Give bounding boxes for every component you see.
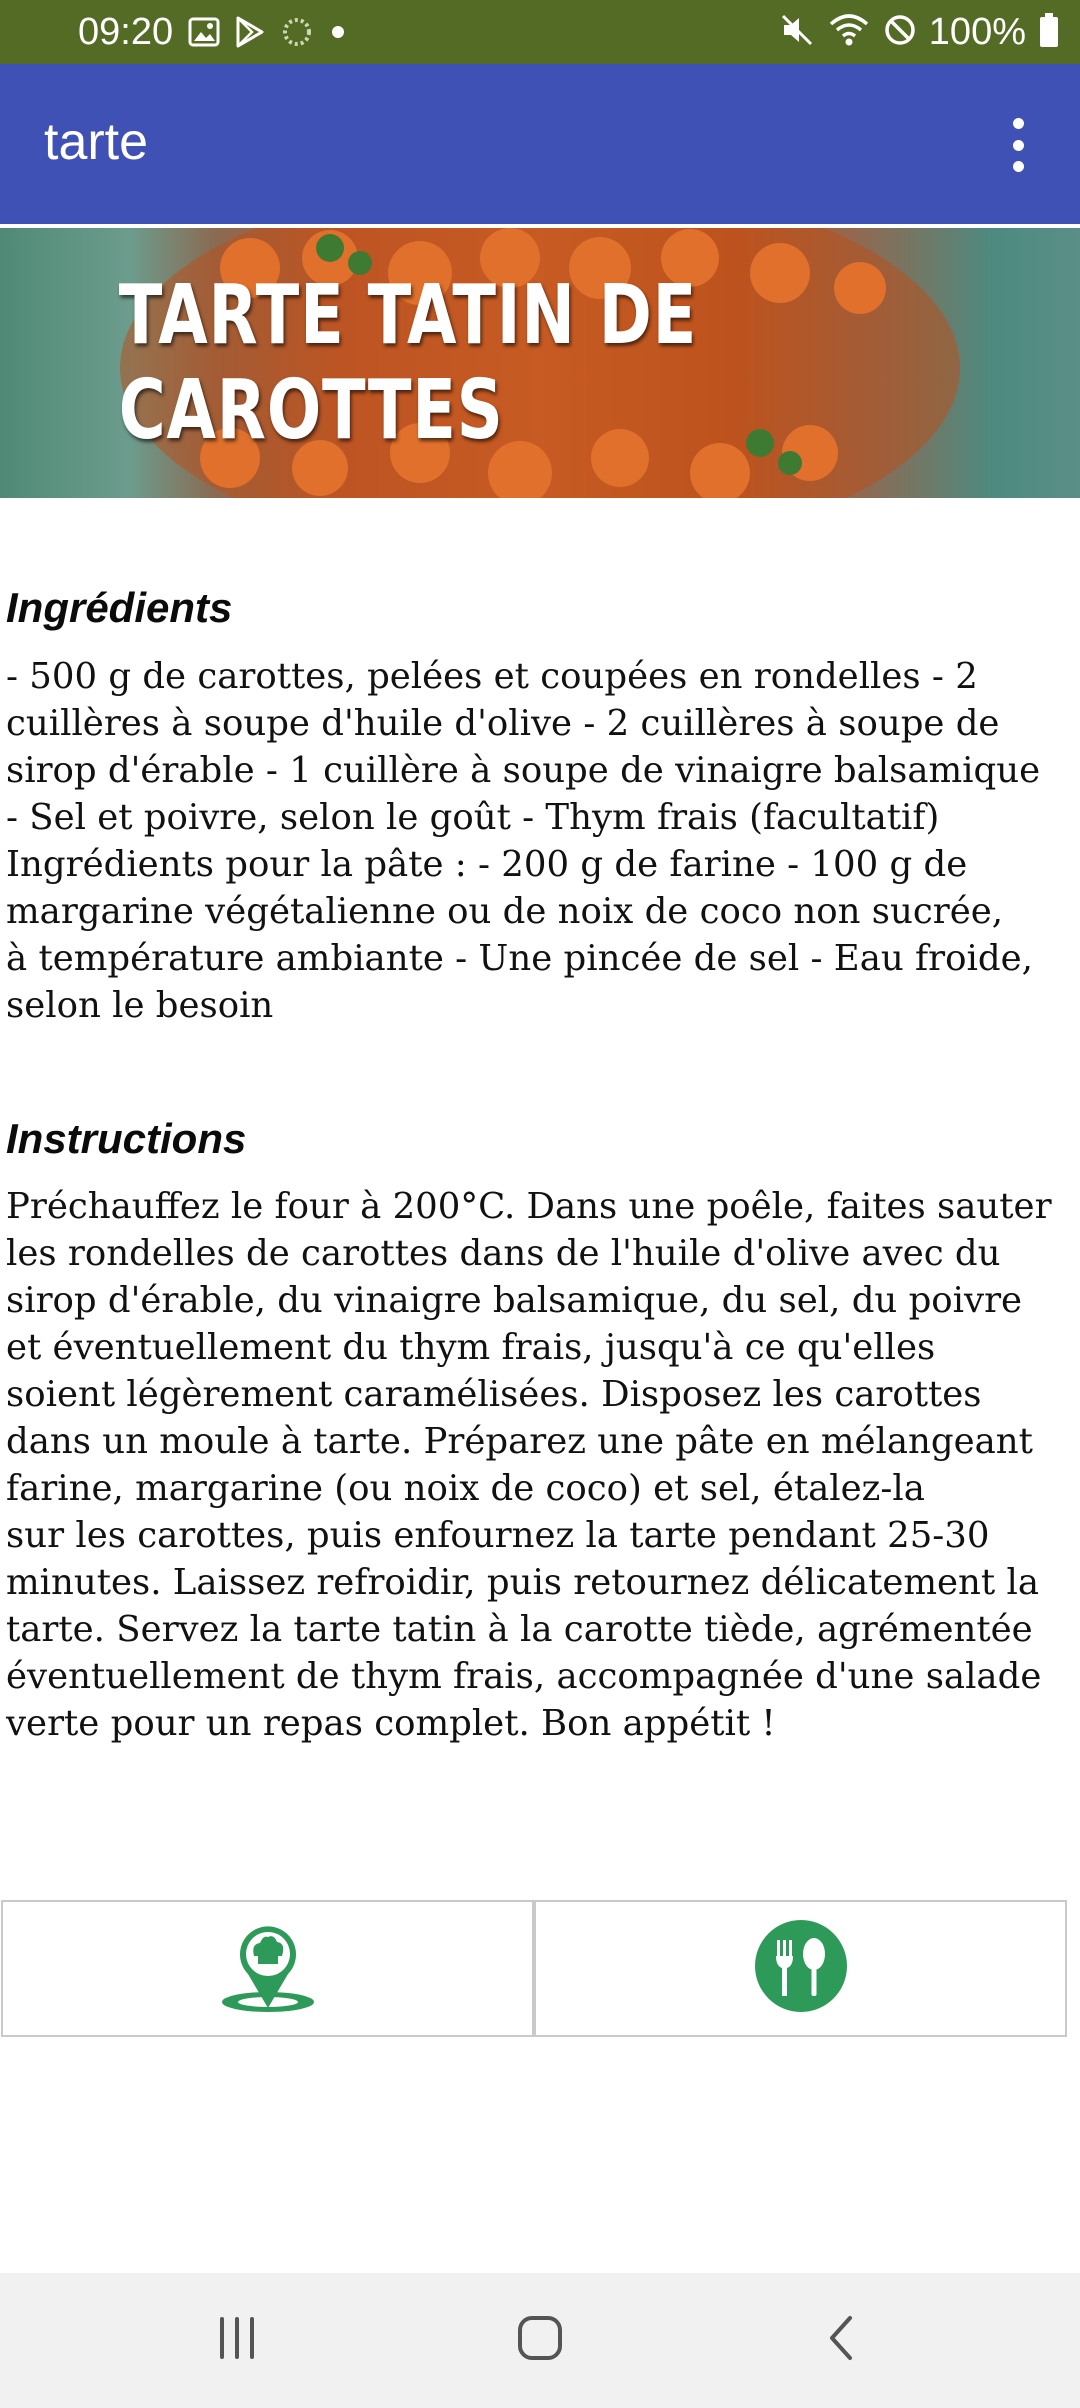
back-icon bbox=[822, 2314, 862, 2367]
banner-title: TARTE TATIN DE CAROTTES bbox=[118, 268, 698, 458]
recipe-menu-button[interactable] bbox=[534, 1900, 1067, 2037]
battery-percent: 100% bbox=[928, 11, 1026, 53]
status-time: 09:20 bbox=[78, 11, 174, 53]
back-button[interactable] bbox=[742, 2273, 942, 2408]
home-icon bbox=[516, 2314, 564, 2367]
chef-location-icon bbox=[218, 1916, 318, 2021]
status-notification-icons bbox=[188, 14, 348, 50]
dot-icon bbox=[328, 22, 348, 42]
battery-icon bbox=[1038, 12, 1060, 53]
sync-icon bbox=[280, 15, 314, 49]
page-title: tarte bbox=[44, 113, 149, 171]
status-system-icons bbox=[779, 10, 1060, 54]
ingredients-heading: Ingrédients bbox=[6, 584, 233, 631]
system-nav-bar bbox=[0, 2273, 1080, 2408]
dnd-icon bbox=[883, 13, 917, 52]
status-bar bbox=[0, 0, 1080, 64]
more-vert-icon-dot bbox=[1013, 161, 1024, 172]
ingredients-text: - 500 g de carottes, pelées et coupées en rondelles - 2 cuillères à soupe d'huile d'olive - 2 cuillères à soupe de sirop d'érable - 1 cuillère à soupe de vinaigre balsamique - Sel et poivre, selon le goût - Thym frais (facultatif) Ingrédients pour la pâte : - 200 g de farine - 100 g de margarine végétalienne ou de noix de coco non sucrée, à température ambiante - Une pincée de sel - Eau froide, selon le besoin bbox=[6, 656, 1041, 1026]
mute-icon bbox=[779, 12, 815, 53]
recents-button[interactable] bbox=[137, 2273, 337, 2408]
home-button[interactable] bbox=[440, 2273, 640, 2408]
play-store-icon bbox=[234, 15, 266, 49]
wifi-icon bbox=[827, 12, 871, 53]
more-vert-icon-dot bbox=[1013, 140, 1024, 151]
instructions-heading: Instructions bbox=[6, 1115, 247, 1162]
instructions-text: Préchauffez le four à 200°C. Dans une poêle, faites sauter les rondelles de carottes dans de l'huile d'olive avec du sirop d'érable, du vinaigre balsamique, du sel, du poivre et éventuellement du thym frais, jusqu'à ce qu'elles soient légèrement caramélisées. Disposez les carottes dans un moule à tarte. Préparez une pâte en mélangeant farine, margarine (ou noix de coco) et sel, étalez-la sur les carottes, puis enfournez la tarte pendant 25-30 minutes. Laissez refroidir, puis retournez délicatement la tarte. Servez la tarte tatin à la carotte tiède, agrémentée éventuellement de thym frais, accompagnée d'une salade verte pour un repas complet. Bon appétit ! bbox=[6, 1186, 1052, 1744]
fork-spoon-icon bbox=[753, 1918, 849, 2019]
app-bar bbox=[0, 64, 1080, 224]
recipe-banner-image bbox=[0, 228, 1080, 498]
recents-icon bbox=[214, 2315, 260, 2366]
chef-location-button[interactable] bbox=[1, 1900, 534, 2037]
gallery-icon bbox=[188, 17, 220, 47]
more-options-button[interactable] bbox=[996, 110, 1040, 180]
more-vert-icon bbox=[1013, 118, 1024, 129]
